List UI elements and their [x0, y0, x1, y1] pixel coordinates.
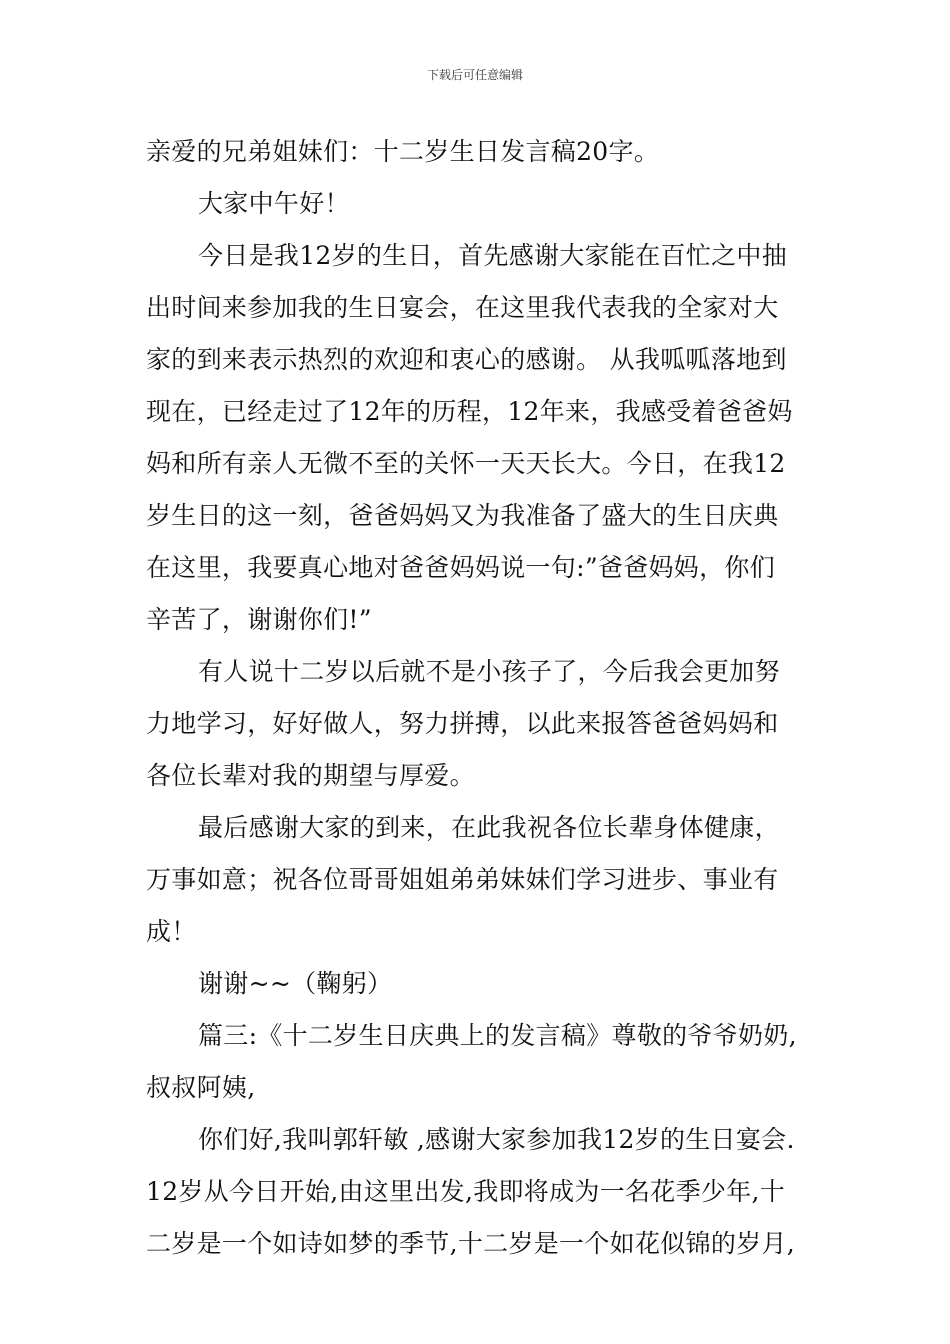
text-line: 岁生日的这一刻，爸爸妈妈又为我准备了盛大的生日庆典 — [146, 501, 779, 530]
text-line: 12岁从今日开始,由这里出发,我即将成为一名花季少年,十 — [146, 1177, 786, 1206]
text-line: 力地学习，好好做人，努力拼搏，以此来报答爸爸妈妈和 — [146, 709, 779, 738]
text-line: 今日是我12岁的生日，首先感谢大家能在百忙之中抽 — [198, 241, 788, 270]
text-line: 万事如意；祝各位哥哥姐姐弟弟妹妹们学习进步、事业有 — [146, 865, 779, 894]
text-line: 谢谢~~（鞠躬） — [198, 969, 393, 998]
document-body — [146, 126, 816, 1270]
text-line: 出时间来参加我的生日宴会，在这里我代表我的全家对大 — [146, 293, 779, 322]
text-line: 有人说十二岁以后就不是小孩子了，今后我会更加努 — [198, 657, 780, 686]
text-line: 现在，已经走过了12年的历程，12年来，我感受着爸爸妈 — [146, 397, 793, 426]
text-line: 最后感谢大家的到来，在此我祝各位长辈身体健康， — [198, 813, 780, 842]
text-line: 二岁是一个如诗如梦的季节,十二岁是一个如花似锦的岁月, — [146, 1229, 795, 1258]
text-line: 你们好,我叫郭轩敏 ,感谢大家参加我12岁的生日宴会. — [198, 1125, 795, 1154]
text-line: 在这里，我要真心地对爸爸妈妈说一句:”爸爸妈妈，你们 — [146, 553, 776, 582]
page-header: 下载后可任意编辑 — [426, 68, 523, 82]
text-line: 篇三:《十二岁生日庆典上的发言稿》尊敬的爷爷奶奶, — [198, 1021, 797, 1050]
text-line: 妈和所有亲人无微不至的关怀一天天长大。今日，在我12 — [146, 449, 786, 478]
text-line: 成！ — [146, 917, 197, 946]
text-line: 大家中午好！ — [198, 189, 350, 218]
text-line: 各位长辈对我的期望与厚爱。 — [146, 761, 475, 790]
text-line: 辛苦了，谢谢你们!” — [146, 605, 372, 634]
text-line: 亲爱的兄弟姐妹们：十二岁生日发言稿20字。 — [146, 137, 660, 166]
text-line: 叔叔阿姨, — [146, 1073, 256, 1102]
text-line: 家的到来表示热烈的欢迎和衷心的感谢。 从我呱呱落地到 — [146, 345, 787, 374]
